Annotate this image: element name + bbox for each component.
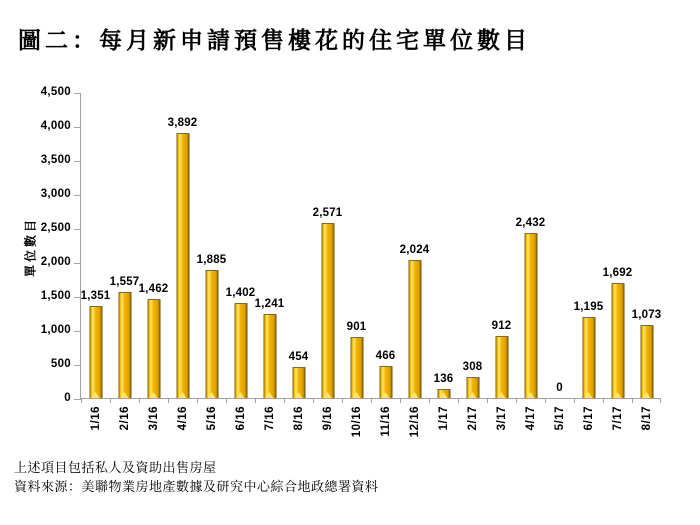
bar-2-17 xyxy=(466,377,479,398)
bar-10-16 xyxy=(350,337,363,398)
bar-slot xyxy=(602,93,633,431)
bar-1-16 xyxy=(89,306,102,398)
bar-value-label: 1,402 xyxy=(225,287,256,299)
y-axis-tick xyxy=(74,399,81,400)
x-axis-tick-label: 12/16 xyxy=(408,406,421,438)
bar-7-17 xyxy=(611,283,624,398)
x-axis-tick xyxy=(81,398,82,403)
x-axis-tick-label: 11/16 xyxy=(379,406,392,437)
y-axis-tick xyxy=(74,161,81,162)
bar-5-16 xyxy=(205,270,218,398)
bar-slot xyxy=(515,93,546,431)
x-axis-tick-label: 2/16 xyxy=(118,406,131,431)
bar-slot xyxy=(196,93,227,431)
y-axis-tick xyxy=(74,365,81,366)
bar-12-16 xyxy=(408,260,421,398)
x-axis-tick xyxy=(313,398,314,403)
y-axis-tick-label: 1,000 xyxy=(40,324,71,336)
bar-slot xyxy=(284,93,313,431)
x-axis-tick xyxy=(516,398,517,403)
x-axis-tick xyxy=(458,398,459,403)
bar-slot xyxy=(458,93,487,431)
x-axis-tick-label: 4/16 xyxy=(176,406,189,431)
x-axis-tick-label: 5/16 xyxy=(205,406,218,431)
bar-slot xyxy=(312,93,343,431)
bar-value-label: 2,024 xyxy=(399,244,430,256)
x-axis-tick xyxy=(603,398,604,403)
x-axis-tick xyxy=(632,398,633,403)
bar-slot xyxy=(138,93,169,431)
y-axis-tick-label: 4,000 xyxy=(40,120,71,132)
bar-slot xyxy=(399,93,430,438)
y-axis-tick xyxy=(74,229,81,230)
bar-value-label: 1,073 xyxy=(631,309,662,321)
footnote-coverage: 上述項目包括私人及資助出售房屋 xyxy=(14,460,217,475)
y-axis-tick xyxy=(74,127,81,128)
y-axis-tick-label: 4,500 xyxy=(40,86,71,98)
bar-value-label: 466 xyxy=(375,350,396,362)
bar-value-label: 2,571 xyxy=(312,207,343,219)
bar-slot xyxy=(225,93,256,431)
bar-value-label: 3,892 xyxy=(167,117,198,129)
x-axis-tick-label: 7/17 xyxy=(611,406,624,431)
bar-4-17 xyxy=(524,233,537,398)
y-axis-tick-label: 2,000 xyxy=(40,256,71,268)
bar-3-16 xyxy=(147,299,160,398)
y-axis-tick xyxy=(74,93,81,94)
y-axis-tick xyxy=(74,331,81,332)
bar-value-label: 2,432 xyxy=(515,217,546,229)
x-axis-tick-label: 8/17 xyxy=(640,406,653,431)
bar-value-label: 0 xyxy=(556,382,563,394)
bar-3-17 xyxy=(495,336,508,398)
x-axis-tick-label: 4/17 xyxy=(524,406,537,431)
bar-6-17 xyxy=(582,317,595,398)
bar-value-label: 136 xyxy=(433,373,454,385)
bar-value-label: 1,195 xyxy=(573,301,604,313)
bar-value-label: 1,885 xyxy=(196,254,227,266)
bar-2-16 xyxy=(118,292,131,398)
bar-value-label: 1,557 xyxy=(109,276,140,288)
y-axis-tick-label: 3,500 xyxy=(40,154,71,166)
x-axis-tick-label: 1/17 xyxy=(437,406,450,431)
bar-8-17 xyxy=(640,325,653,398)
x-axis-tick-label: 1/16 xyxy=(89,406,102,431)
x-axis-tick-label: 6/16 xyxy=(234,406,247,431)
bar-6-16 xyxy=(234,303,247,398)
bar-slot xyxy=(254,93,285,431)
x-axis-tick xyxy=(226,398,227,403)
plot-area xyxy=(40,86,662,438)
x-axis-tick xyxy=(255,398,256,403)
y-axis-tick-label: 2,500 xyxy=(40,222,71,234)
bar-slot xyxy=(545,93,574,431)
y-axis-tick-label: 1,500 xyxy=(40,290,71,302)
bar-1-17 xyxy=(437,389,450,398)
x-axis-tick xyxy=(110,398,111,403)
y-axis-tick xyxy=(74,263,81,264)
bar-9-16 xyxy=(321,223,334,398)
x-axis-tick xyxy=(429,398,430,403)
bar-value-label: 1,351 xyxy=(80,290,111,302)
x-axis-tick-label: 8/16 xyxy=(292,406,305,431)
bar-slot xyxy=(167,93,198,431)
y-axis-tick-label: 500 xyxy=(50,358,71,370)
bar-value-label: 1,241 xyxy=(254,298,285,310)
bar-slot xyxy=(80,93,111,431)
bar-slot xyxy=(371,93,400,437)
x-axis-tick xyxy=(487,398,488,403)
bar-value-label: 1,462 xyxy=(138,283,169,295)
x-axis-tick-label: 3/17 xyxy=(495,406,508,431)
y-axis-tick xyxy=(74,195,81,196)
x-axis-tick xyxy=(660,398,661,403)
x-axis-tick-label: 10/16 xyxy=(350,406,363,438)
bar-slot xyxy=(429,93,458,431)
x-axis-tick xyxy=(545,398,546,403)
x-axis-tick xyxy=(371,398,372,403)
x-axis-tick-label: 6/17 xyxy=(582,406,595,431)
bar-slot xyxy=(487,93,516,431)
y-axis-title: 單位數目 xyxy=(23,216,38,278)
x-axis-tick xyxy=(139,398,140,403)
footnote-source: 資料來源：美聯物業房地產數據及研究中心綜合地政總署資料 xyxy=(14,479,379,494)
x-axis-tick xyxy=(574,398,575,403)
y-axis-tick-label: 3,000 xyxy=(40,188,71,200)
bar-8-16 xyxy=(292,367,305,398)
bar-11-16 xyxy=(379,366,392,398)
bar-value-label: 912 xyxy=(491,320,512,332)
bar-slot xyxy=(342,93,371,438)
bar-slot xyxy=(631,93,662,431)
bar-value-label: 454 xyxy=(288,351,309,363)
bar-slot xyxy=(109,93,140,431)
x-axis-tick-label: 3/16 xyxy=(147,406,160,431)
chart-title: 圖二：每月新申請預售樓花的住宅單位數目 xyxy=(18,27,531,54)
chart-footnotes xyxy=(14,458,379,496)
x-axis-tick-label: 9/16 xyxy=(321,406,334,431)
x-axis-tick xyxy=(197,398,198,403)
bar-7-16 xyxy=(263,314,276,398)
x-axis-tick xyxy=(342,398,343,403)
bar-value-label: 308 xyxy=(462,361,483,373)
bar-value-label: 1,692 xyxy=(602,267,633,279)
bar-slot xyxy=(573,93,604,431)
x-axis-tick-label: 2/17 xyxy=(466,406,479,431)
y-axis-tick-label: 0 xyxy=(64,392,71,404)
bar-value-label: 901 xyxy=(346,321,367,333)
x-axis-tick xyxy=(400,398,401,403)
x-axis-tick-label: 7/16 xyxy=(263,406,276,431)
x-axis-tick xyxy=(168,398,169,403)
x-axis-tick xyxy=(284,398,285,403)
bar-4-16 xyxy=(176,133,189,398)
x-axis-tick-label: 5/17 xyxy=(553,406,566,431)
